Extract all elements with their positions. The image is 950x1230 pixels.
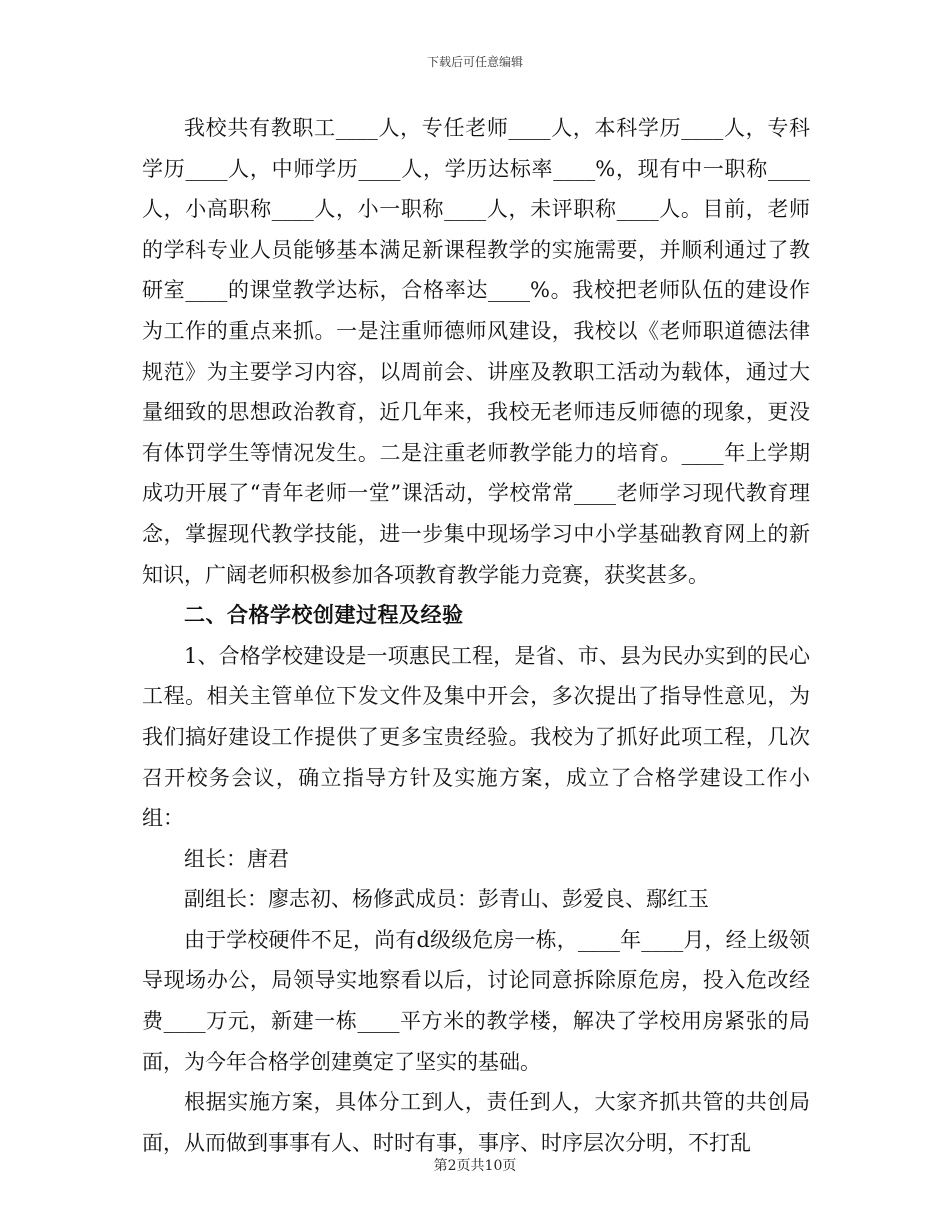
- paragraph-staff-overview: 我校共有教职工____人，专任老师____人，本科学历____人，专科学历____人，中师学历____人，学历达标率____%，现有中一职称____人，小高职称____人，小一职称____人，未评职称____人。目前，老师的学科专业人员能够基本满足新课程教学的实施需要，并顺利通过了教研室____的课堂教学达标，合格率达____%。我校把老师队伍的建设作为工作的重点来抓。一是注重师德师风建设，我校以《老师职道德法律规范》为主要学习内容，以周前会、讲座及教职工活动为载体，通过大量细致的思想政治教育，近几年来，我校无老师违反师德的现象，更没有体罚学生等情况发生。二是注重老师教学能力的培育。____年上学期成功开展了“青年老师一堂”课活动，学校常常____老师学习现代教育理念，掌握现代教学技能，进一步集中现场学习中小学基础教育网上的新知识，广阔老师积极参加各项教育教学能力竞赛，获奖甚多。: [142, 116, 810, 587]
- page-number: 第2页共10页: [433, 1158, 517, 1174]
- paragraph-group-leader: 组长：唐君: [184, 846, 289, 871]
- paragraph-building-renovation: 由于学校硬件不足，尚有d级级危房一栋，____年____月，经上级领导现场办公，局领导实地察看以后，讨论同意拆除原危房，投入危改经费____万元，新建一栋____平方米的教学楼，解决了学校用房紧张的局面，为今年合格学创建奠定了坚实的基础。: [142, 927, 810, 1074]
- section-heading: 二、合格学校创建过程及经验: [184, 602, 464, 628]
- paragraph-implementation-plan: 根据实施方案，具体分工到人，责任到人，大家齐抓共管的共创局面，从而做到事事有人、时时有事，事序、时序层次分明，不打乱: [142, 1090, 810, 1155]
- page-header: 下载后可任意编辑: [426, 55, 523, 69]
- document-body: [142, 108, 810, 1163]
- paragraph-group-members: 副组长：廖志初、杨修武成员：彭青山、彭爱良、鄢红玉: [184, 887, 709, 912]
- paragraph-construction-project: 1、合格学校建设是一项惠民工程，是省、市、县为民办实到的民心工程。相关主管单位下发文件及集中开会，多次提出了指导性意见，为我们搞好建设工作提供了更多宝贵经验。我校为了抓好此项工程，几次召开校务会议，确立指导方针及实施方案，成立了合格学建设工作小组：: [142, 643, 810, 831]
